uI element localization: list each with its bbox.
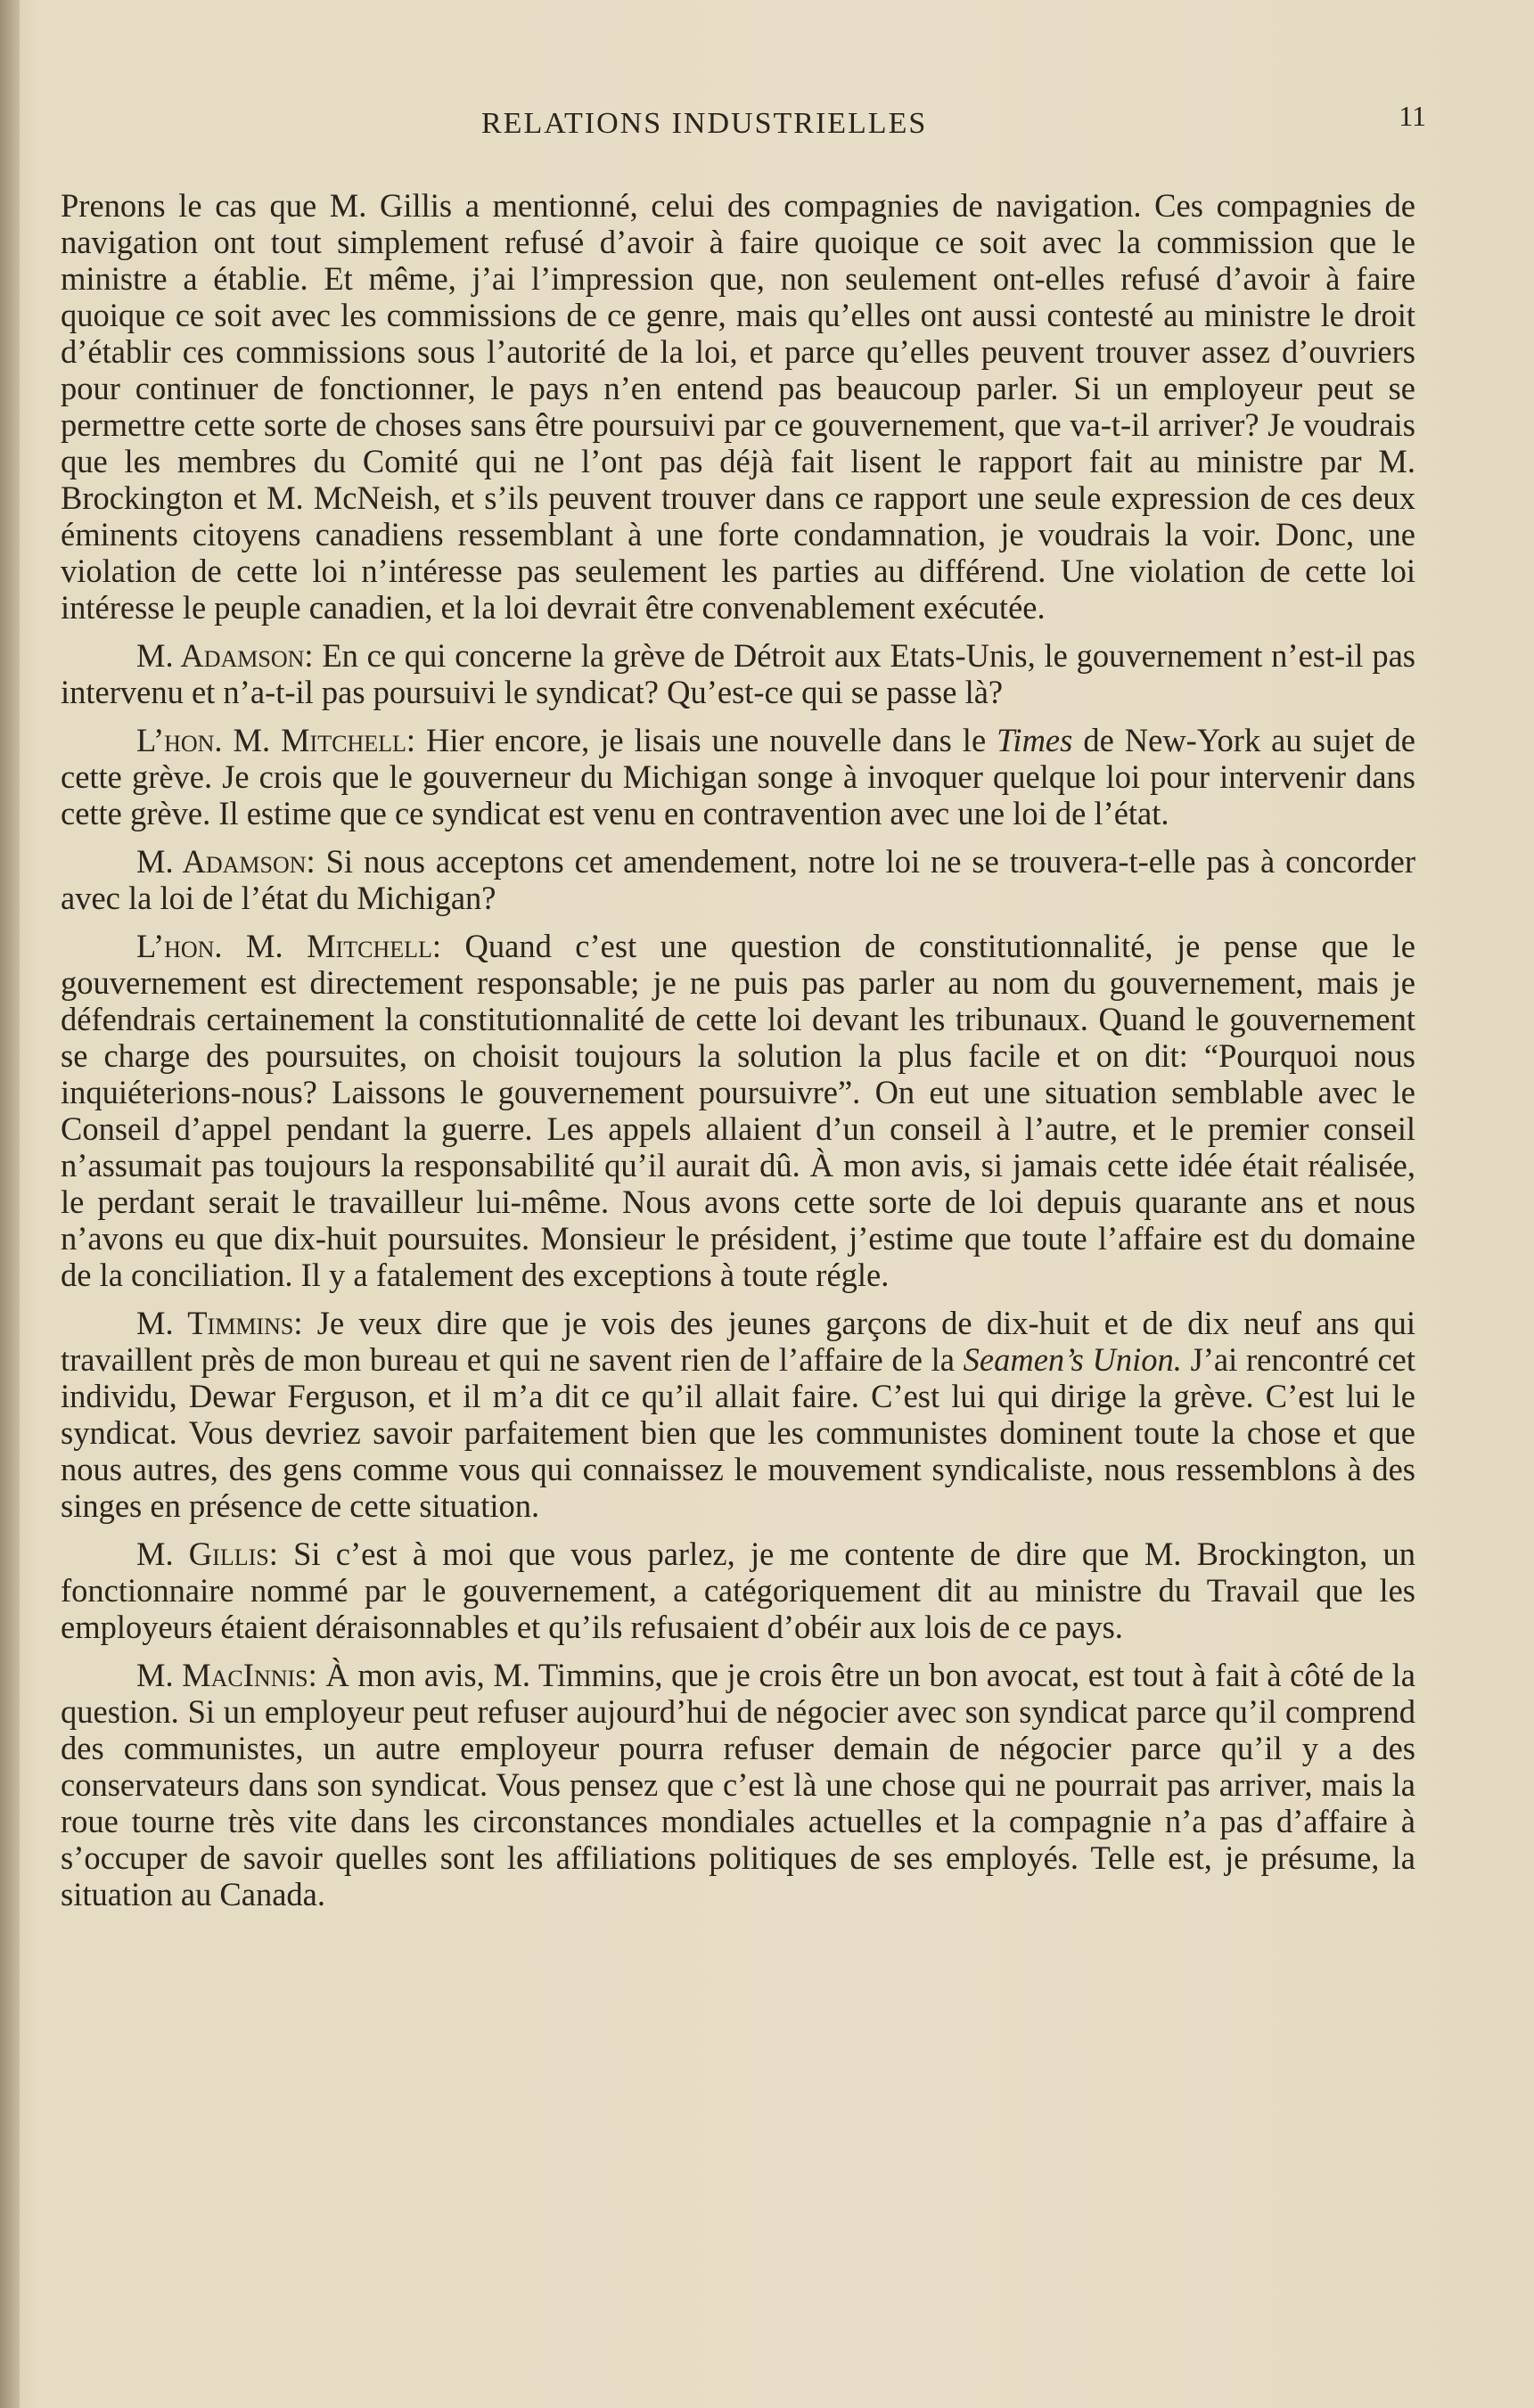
italic-text: Times [997, 722, 1073, 758]
paragraph-1: Prenons le cas que M. Gillis a mentionné, celui des compagnies de navigation. Ces compagnies de navigation ont tout simplement refusé d’avoir à faire quoique ce soit avec la commission que le ministre a établie. Et même, j’ai l’impression que, non seulement ont-elles refusé d’avoir à faire quoique ce soit avec les commissions de ce genre, mais qu’elles ont aussi contesté au ministre le droit d’établir ces commissions sous l’autorité de la loi, et parce qu’elles peuvent trouver assez d’ouvriers pour continuer de fonctionner, le pays n’en entend pas beaucoup parler. Si un employeur peut se permettre cette sorte de choses sans être poursuivi par ce gouvernement, que va-t-il arriver? Je voudrais que les membres du Comité qui ne l’ont pas déjà fait lisent le rapport fait au ministre par M. Brockington et M. McNeish, et s’ils peuvent trouver dans ce rapport une seule expression de ces deux éminents citoyens canadiens ressemblant à une forte condamnation, je voudrais la voir. Donc, une violation de cette loi n’intéresse pas seulement les parties au différend. Une violation de cette loi intéresse le peuple canadien, et la loi devrait être convenablement exécutée. [61, 187, 1415, 626]
page-number: 11 [1399, 100, 1426, 132]
speaker-name: L’hon. M. Mitchell [136, 928, 432, 964]
paragraph-7: M. Gillis: Si c’est à moi que vous parlez, je me contente de dire que M. Brockington, un fonctionnaire nommé par le gouvernement, a catégoriquement dit au ministre du Travail que les employeurs étaient déraisonnables et qu’ils refusaient d’obéir aux lois de ce pays. [61, 1536, 1415, 1645]
paragraph-4: M. Adamson: Si nous acceptons cet amendement, notre loi ne se trouvera-t-elle pas à concorder avec la loi de l’état du Michigan? [61, 843, 1415, 916]
speaker-name: M. MacInnis [136, 1657, 308, 1693]
paragraph-text: Hier encore, je lisais une nouvelle dans le [426, 722, 987, 758]
paragraph-text: Si c’est à moi que vous parlez, je me contente de dire que M. Brockington, un fonctionnaire nommé par le gouvernement, a catégoriquement dit au ministre du Travail que les employeurs étaient déraisonnables et qu’ils refusaient d’obéir aux lois de ce pays. [61, 1536, 1415, 1645]
body-text [61, 187, 1415, 1924]
page-binding-edge [0, 0, 20, 2408]
paragraph-8: M. MacInnis: À mon avis, M. Timmins, que je crois être un bon avocat, est tout à fait à côté de la question. Si un employeur peut refuser aujourd’hui de négocier avec son syndicat parce qu’il comprend des communistes, un autre employeur pourra refuser demain de négocier parce qu’il y a des conservateurs dans son syndicat. Vous pensez que c’est là une chose qui ne pourrait pas arriver, mais la roue tourne très vite dans les circonstances mondiales actuelles et la compagnie n’a pas d’affaire à s’occuper de savoir quelles sont les affiliations politiques de ses employés. Telle est, je présume, la situation au Canada. [61, 1657, 1415, 1912]
paragraph-text: J’ai rencontré cet individu, Dewar Ferguson, et il m’a dit ce qu’il allait faire. C’est lui qui dirige la grève. C’est lui le syndicat. Vous devriez savoir parfaitement bien que les communistes dominent toute la chose et que nous autres, des gens comme vous qui connaissez le mouvement syndicaliste, nous ressemblons à des singes en présence de cette situation. [61, 1341, 1416, 1524]
paragraph-3: L’hon. M. Mitchell: Hier encore, je lisais une nouvelle dans le Times de New-York au sujet de cette grève. Je crois que le gouverneur du Michigan songe à invoquer quelque loi pour intervenir dans cette grève. Il estime que ce syndicat est venu en contravention avec une loi de l’état. [61, 722, 1415, 831]
paragraph-text: Quand c’est une question de constitutionnalité, je pense que le gouvernement est directement responsable; je ne puis pas parler au nom du gouvernement, mais je défendrais certainement la constitutionnalité de cette loi devant les tribunaux. Quand le gouvernement se charge des poursuites, on choisit toujours la solution la plus facile et on dit: “Pourquoi nous inquiéterions-nous? Laissons le gouvernement poursuivre”. On eut une situation semblable avec le Conseil d’appel pendant la guerre. Les appels allaient d’un conseil à l’autre, et le premier conseil n’assumait pas toujours la responsabilité qu’il aurait dû. À mon avis, si jamais cette idée était réalisée, le perdant serait le travailleur lui-même. Nous avons cette sorte de loi depuis quarante ans et nous n’avons eu que dix-huit poursuites. Monsieur le président, j’estime que toute l’affaire est du domaine de la conciliation. Il y a fatalement des exceptions à toute régle. [61, 928, 1415, 1293]
paragraph-text: À mon avis, M. Timmins, que je crois être un bon avocat, est tout à fait à côté de la question. Si un employeur peut refuser aujourd’hui de négocier avec son syndicat parce qu’il comprend des communistes, un autre employeur pourra refuser demain de négocier parce qu’il y a des conservateurs dans son syndicat. Vous pensez que c’est là une chose qui ne pourrait pas arriver, mais la roue tourne très vite dans les circonstances mondiales actuelles et la compagnie n’a pas d’affaire à s’occuper de savoir quelles sont les affiliations politiques de ses employés. Telle est, je présume, la situation au Canada. [61, 1657, 1415, 1912]
paragraph-text: En ce qui concerne la grève de Détroit aux Etats-Unis, le gouvernement n’est-il pas intervenu et n’a-t-il pas poursuivi le syndicat? Qu’est-ce qui se passe là? [61, 637, 1415, 710]
speaker-name: M. Adamson [136, 843, 307, 880]
paragraph-5: L’hon. M. Mitchell: Quand c’est une question de constitutionnalité, je pense que le gouvernement est directement responsable; je ne puis pas parler au nom du gouvernement, mais je défendrais certainement la constitutionnalité de cette loi devant les tribunaux. Quand le gouvernement se charge des poursuites, on choisit toujours la solution la plus facile et on dit: “Pourquoi nous inquiéterions-nous? Laissons le gouvernement poursuivre”. On eut une situation semblable avec le Conseil d’appel pendant la guerre. Les appels allaient d’un conseil à l’autre, et le premier conseil n’assumait pas toujours la responsabilité qu’il aurait dû. À mon avis, si jamais cette idée était réalisée, le perdant serait le travailleur lui-même. Nous avons cette sorte de loi depuis quarante ans et nous n’avons eu que dix-huit poursuites. Monsieur le président, j’estime que toute l’affaire est du domaine de la conciliation. Il y a fatalement des exceptions à toute régle. [61, 928, 1415, 1293]
speaker-name: M. Gillis [136, 1536, 269, 1572]
paragraph-text: de New-York au sujet de cette grève. Je crois que le gouverneur du Michigan songe à invoquer quelque loi pour intervenir dans cette grève. Il estime que ce syndicat est venu en contravention avec une loi de l’état. [61, 722, 1415, 831]
paragraph-text: Je veux dire que je vois des jeunes garçons de dix-huit et de dix neuf ans qui travaillent près de mon bureau et qui ne savent rien de l’affaire de la [61, 1305, 1415, 1378]
speaker-name: M. Timmins [136, 1305, 294, 1341]
paragraph-2: M. Adamson: En ce qui concerne la grève de Détroit aux Etats-Unis, le gouvernement n’est-il pas intervenu et n’a-t-il pas poursuivi le syndicat? Qu’est-ce qui se passe là? [61, 637, 1415, 710]
italic-text: Seamen’s Union. [963, 1341, 1182, 1378]
paragraph-text: Si nous acceptons cet amendement, notre loi ne se trouvera-t-elle pas à concorder avec la loi de l’état du Michigan? [61, 843, 1415, 916]
speaker-name: M. Adamson [136, 637, 305, 674]
paragraph-6: M. Timmins: Je veux dire que je vois des jeunes garçons de dix-huit et de dix neuf ans qui travaillent près de mon bureau et qui ne savent rien de l’affaire de la Seamen’s Union. J’ai rencontré cet individu, Dewar Ferguson, et il m’a dit ce qu’il allait faire. C’est lui qui dirige la grève. C’est lui le syndicat. Vous devriez savoir parfaitement bien que les communistes dominent toute la chose et que nous autres, des gens comme vous qui connaissez le mouvement syndicaliste, nous ressemblons à des singes en présence de cette situation. [61, 1305, 1416, 1524]
speaker-name: L’hon. M. Mitchell [136, 722, 406, 758]
page-header [62, 100, 1426, 153]
running-title: RELATIONS INDUSTRIELLES [481, 107, 928, 140]
